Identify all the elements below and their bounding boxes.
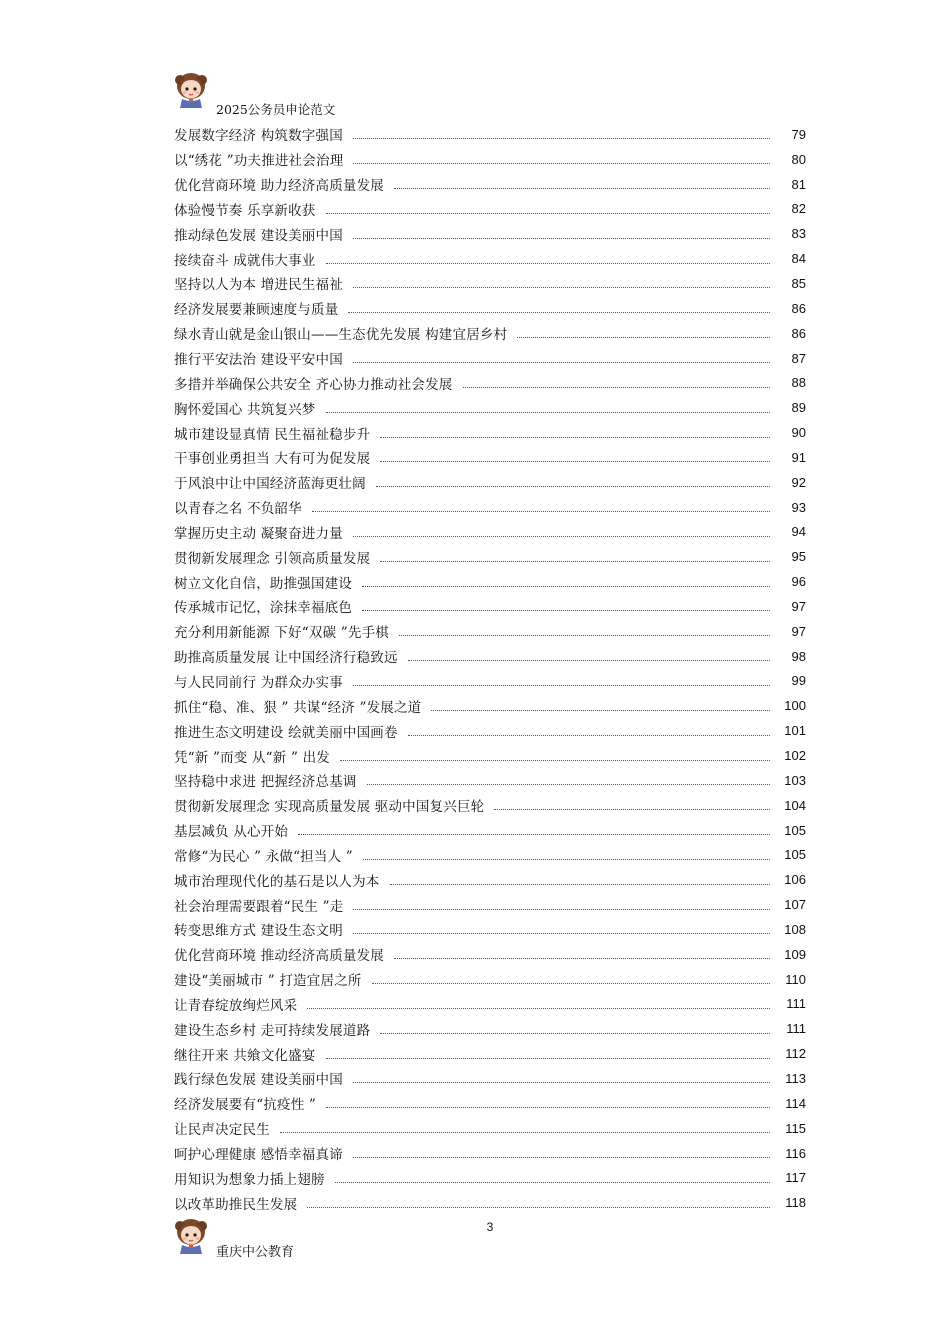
page-footer [174, 1218, 374, 1268]
toc-dot-leader [326, 262, 771, 264]
toc-entry-title[interactable]: 建设“美丽城市 ” 打造宜居之所 [174, 973, 362, 990]
toc-entry-page[interactable]: 97 [791, 623, 806, 639]
toc-dot-leader [298, 833, 770, 835]
toc-dot-leader [408, 659, 770, 661]
toc-dot-leader [326, 1106, 770, 1108]
toc-entry[interactable] [174, 669, 806, 694]
toc-dot-leader [390, 883, 771, 885]
toc-entry[interactable] [174, 296, 806, 321]
toc-entry-page[interactable]: 110 [785, 971, 806, 987]
toc-entry-title[interactable]: 让青春绽放绚烂风采 [174, 997, 298, 1014]
toc-entry-page[interactable]: 118 [785, 1195, 806, 1211]
toc-dot-leader [326, 411, 771, 413]
toc-entry-page[interactable]: 90 [791, 425, 806, 441]
toc-entry-page[interactable]: 116 [785, 1145, 806, 1161]
toc-entry-page[interactable]: 87 [791, 350, 806, 366]
toc-entry-title[interactable]: 贯彻新发展理念 引领高质量发展 [174, 550, 371, 567]
toc-entry[interactable] [174, 321, 806, 346]
toc-dot-leader [353, 137, 770, 139]
toc-entry-page[interactable]: 79 [791, 126, 806, 142]
toc-entry-title[interactable]: 优化营商环境 助力经济高质量发展 [174, 178, 384, 195]
toc-dot-leader [380, 460, 770, 462]
toc-entry[interactable] [174, 445, 806, 470]
toc-entry-title[interactable]: 以“绣花 ”功夫推进社会治理 [174, 153, 344, 170]
toc-entry-title[interactable]: 传承城市记忆，涂抹幸福底色 [174, 600, 353, 617]
toc-entry-page[interactable]: 115 [785, 1120, 806, 1136]
toc-entry-page[interactable]: 102 [784, 748, 806, 764]
toc-dot-leader [394, 957, 770, 959]
table-of-contents [174, 122, 806, 1215]
page-header [174, 72, 794, 122]
toc-entry-page[interactable]: 105 [784, 822, 806, 838]
toc-entry[interactable] [174, 172, 806, 197]
toc-entry[interactable] [174, 644, 806, 669]
toc-entry-page[interactable]: 88 [791, 375, 806, 391]
toc-entry[interactable] [174, 520, 806, 545]
toc-entry-page[interactable]: 105 [784, 847, 806, 863]
toc-entry-page[interactable]: 99 [791, 673, 806, 689]
toc-entry[interactable] [174, 122, 806, 147]
toc-entry-title[interactable]: 于风浪中让中国经济蓝海更壮阔 [174, 476, 366, 493]
toc-entry-page[interactable]: 95 [791, 549, 806, 565]
toc-entry[interactable] [174, 271, 806, 296]
toc-entry-page[interactable]: 108 [784, 921, 806, 937]
toc-entry-title[interactable]: 用知识为想象力插上翅膀 [174, 1171, 325, 1188]
toc-entry-page[interactable]: 89 [791, 400, 806, 416]
toc-entry-title[interactable]: 坚持以人为本 增进民生福祉 [174, 277, 343, 294]
document-title: 2025公务员申论范文 [216, 102, 336, 117]
toc-entry[interactable] [174, 495, 806, 520]
toc-entry-page[interactable]: 93 [791, 499, 806, 515]
toc-entry-title[interactable]: 贯彻新发展理念 实现高质量发展 驱动中国复兴巨轮 [174, 799, 485, 816]
toc-entry[interactable] [174, 1066, 806, 1091]
toc-entry[interactable] [174, 1041, 806, 1066]
toc-entry-page[interactable]: 84 [791, 251, 806, 267]
toc-dot-leader [367, 783, 770, 785]
toc-entry-page[interactable]: 80 [791, 151, 806, 167]
toc-entry-page[interactable]: 86 [791, 325, 806, 341]
toc-entry-title[interactable]: 推行平安法治 建设平安中国 [174, 352, 343, 369]
toc-entry-title[interactable]: 城市治理现代化的基石是以人为本 [174, 873, 380, 890]
toc-entry[interactable] [174, 1165, 806, 1190]
toc-entry-page[interactable]: 85 [791, 275, 806, 291]
toc-entry[interactable] [174, 346, 806, 371]
cartoon-girl-avatar-icon [174, 1218, 208, 1254]
toc-entry[interactable] [174, 147, 806, 172]
toc-dot-leader [399, 634, 770, 636]
toc-entry-title[interactable]: 坚持稳中求进 把握经济总基调 [174, 774, 357, 791]
toc-dot-leader [326, 1057, 771, 1059]
toc-entry[interactable] [174, 867, 806, 892]
toc-entry[interactable] [174, 370, 806, 395]
toc-dot-leader [335, 1181, 770, 1183]
toc-entry[interactable] [174, 942, 806, 967]
toc-dot-leader [353, 361, 770, 363]
toc-entry-title[interactable]: 推进生态文明建设 绘就美丽中国画卷 [174, 724, 398, 741]
toc-dot-leader [394, 187, 770, 189]
toc-entry-title[interactable]: 基层减负 从心开始 [174, 824, 289, 841]
toc-entry-page[interactable]: 103 [784, 772, 806, 788]
toc-dot-leader [408, 734, 770, 736]
toc-entry-page[interactable]: 111 [786, 996, 806, 1012]
toc-entry[interactable] [174, 246, 806, 271]
toc-dot-leader [353, 286, 770, 288]
toc-entry-title[interactable]: 经济发展要兼顾速度与质量 [174, 302, 339, 319]
toc-dot-leader [340, 759, 770, 761]
toc-entry-title[interactable]: 胸怀爱国心 共筑复兴梦 [174, 401, 316, 418]
toc-entry-title[interactable]: 干事创业勇担当 大有可为促发展 [174, 451, 371, 468]
toc-entry-title[interactable]: 树立文化自信，助推强国建设 [174, 575, 353, 592]
toc-dot-leader [517, 336, 770, 338]
toc-entry-title[interactable]: 优化营商环境 推动经济高质量发展 [174, 948, 384, 965]
toc-entry-page[interactable]: 101 [784, 723, 806, 739]
toc-entry[interactable] [174, 1190, 806, 1215]
toc-dot-leader [353, 932, 770, 934]
toc-dot-leader [353, 1081, 770, 1083]
toc-entry-page[interactable]: 112 [785, 1046, 806, 1062]
toc-entry[interactable] [174, 693, 806, 718]
toc-entry-page[interactable]: 86 [791, 300, 806, 316]
toc-entry-title[interactable]: 体验慢节奏 乐享新收获 [174, 202, 316, 219]
toc-entry-title[interactable]: 抓住“稳、准、狠 ” 共谋“经济 ”发展之道 [174, 699, 422, 716]
toc-entry-title[interactable]: 转变思维方式 建设生态文明 [174, 923, 343, 940]
toc-entry-page[interactable]: 82 [791, 201, 806, 217]
toc-entry-title[interactable]: 让民声决定民生 [174, 1122, 270, 1139]
toc-entry[interactable] [174, 594, 806, 619]
toc-entry[interactable] [174, 1141, 806, 1166]
toc-entry-page[interactable]: 97 [791, 598, 806, 614]
toc-dot-leader [312, 510, 770, 512]
toc-entry-title[interactable]: 建设生态乡村 走可持续发展道路 [174, 1022, 371, 1039]
toc-dot-leader [353, 535, 770, 537]
toc-entry-page[interactable]: 92 [791, 474, 806, 490]
toc-entry[interactable] [174, 1091, 806, 1116]
toc-dot-leader [362, 609, 770, 611]
toc-entry[interactable] [174, 197, 806, 222]
toc-entry-page[interactable]: 114 [785, 1095, 806, 1111]
toc-entry[interactable] [174, 1016, 806, 1041]
page-number: 3 [486, 1220, 494, 1234]
toc-entry-title[interactable]: 掌握历史主动 凝聚奋进力量 [174, 525, 343, 542]
toc-entry[interactable] [174, 619, 806, 644]
toc-entry-title[interactable]: 城市建设显真情 民生福祉稳步升 [174, 426, 371, 443]
toc-entry[interactable] [174, 992, 806, 1017]
toc-dot-leader [353, 908, 770, 910]
toc-entry-page[interactable]: 104 [784, 797, 806, 813]
toc-dot-leader [372, 982, 770, 984]
toc-entry[interactable] [174, 793, 806, 818]
toc-dot-leader [494, 808, 770, 810]
toc-entry-page[interactable]: 106 [784, 872, 806, 888]
toc-entry-title[interactable]: 绿水青山就是金山银山——生态优先发展 构建宜居乡村 [174, 327, 508, 344]
toc-entry-title[interactable]: 继往开来 共飨文化盛宴 [174, 1047, 316, 1064]
toc-entry[interactable] [174, 917, 806, 942]
toc-entry-title[interactable]: 凭“新 ”而变 从“新 ” 出发 [174, 749, 330, 766]
toc-dot-leader [353, 162, 770, 164]
toc-entry[interactable] [174, 544, 806, 569]
toc-entry-title[interactable]: 呵护心理健康 感悟幸福真谛 [174, 1147, 343, 1164]
toc-dot-leader [380, 436, 770, 438]
toc-entry-title[interactable]: 助推高质量发展 让中国经济行稳致远 [174, 650, 398, 667]
toc-dot-leader [362, 585, 770, 587]
toc-entry-title[interactable]: 推动绿色发展 建设美丽中国 [174, 227, 343, 244]
toc-dot-leader [348, 311, 770, 313]
toc-dot-leader [326, 212, 771, 214]
toc-entry-page[interactable]: 109 [784, 946, 806, 962]
toc-entry-title[interactable]: 充分利用新能源 下好“双碳 ”先手棋 [174, 625, 389, 642]
toc-dot-leader [380, 1032, 770, 1034]
toc-entry-page[interactable]: 91 [791, 449, 806, 465]
toc-entry-title[interactable]: 以改革助推民生发展 [174, 1196, 298, 1213]
toc-entry[interactable] [174, 470, 806, 495]
toc-entry-page[interactable]: 117 [785, 1170, 806, 1186]
cartoon-girl-avatar-icon [174, 72, 208, 108]
toc-entry-page[interactable]: 96 [791, 574, 806, 590]
toc-entry-page[interactable]: 98 [791, 648, 806, 664]
toc-entry-title[interactable]: 社会治理需要跟着“民生 ”走 [174, 898, 344, 915]
toc-entry[interactable] [174, 818, 806, 843]
toc-entry-title[interactable]: 多措并举确保公共安全 齐心协力推动社会发展 [174, 376, 453, 393]
toc-dot-leader [353, 684, 770, 686]
toc-dot-leader [307, 1206, 770, 1208]
toc-entry[interactable] [174, 221, 806, 246]
toc-dot-leader [307, 1007, 770, 1009]
toc-entry[interactable] [174, 1116, 806, 1141]
toc-entry[interactable] [174, 842, 806, 867]
toc-dot-leader [431, 709, 770, 711]
toc-entry-title[interactable]: 经济发展要有“抗疫性 ” [174, 1097, 316, 1114]
toc-entry-page[interactable]: 113 [785, 1070, 806, 1086]
toc-dot-leader [280, 1131, 770, 1133]
toc-entry-page[interactable]: 94 [791, 524, 806, 540]
toc-entry-title[interactable]: 以青春之名 不负韶华 [174, 501, 302, 518]
toc-entry-page[interactable]: 83 [791, 226, 806, 242]
toc-entry-title[interactable]: 发展数字经济 构筑数字强国 [174, 128, 343, 145]
toc-entry[interactable] [174, 892, 806, 917]
footer-organization: 重庆中公教育 [216, 1245, 295, 1260]
toc-entry-page[interactable]: 81 [791, 176, 806, 192]
toc-entry-title[interactable]: 常修“为民心 ” 永做“担当人 ” [174, 848, 353, 865]
toc-entry[interactable] [174, 768, 806, 793]
toc-entry[interactable] [174, 967, 806, 992]
toc-entry[interactable] [174, 743, 806, 768]
toc-entry[interactable] [174, 420, 806, 445]
toc-entry-page[interactable]: 107 [784, 897, 806, 913]
toc-entry-title[interactable]: 接续奋斗 成就伟大事业 [174, 252, 316, 269]
toc-dot-leader [353, 1156, 770, 1158]
toc-dot-leader [463, 386, 771, 388]
toc-entry[interactable] [174, 569, 806, 594]
toc-entry[interactable] [174, 718, 806, 743]
toc-dot-leader [380, 560, 770, 562]
toc-dot-leader [353, 237, 770, 239]
toc-entry-title[interactable]: 与人民同前行 为群众办实事 [174, 674, 343, 691]
toc-dot-leader [376, 485, 770, 487]
toc-entry-page[interactable]: 111 [786, 1021, 806, 1037]
toc-entry[interactable] [174, 395, 806, 420]
toc-entry-title[interactable]: 践行绿色发展 建设美丽中国 [174, 1072, 343, 1089]
toc-entry-page[interactable]: 100 [784, 698, 806, 714]
toc-dot-leader [363, 858, 770, 860]
